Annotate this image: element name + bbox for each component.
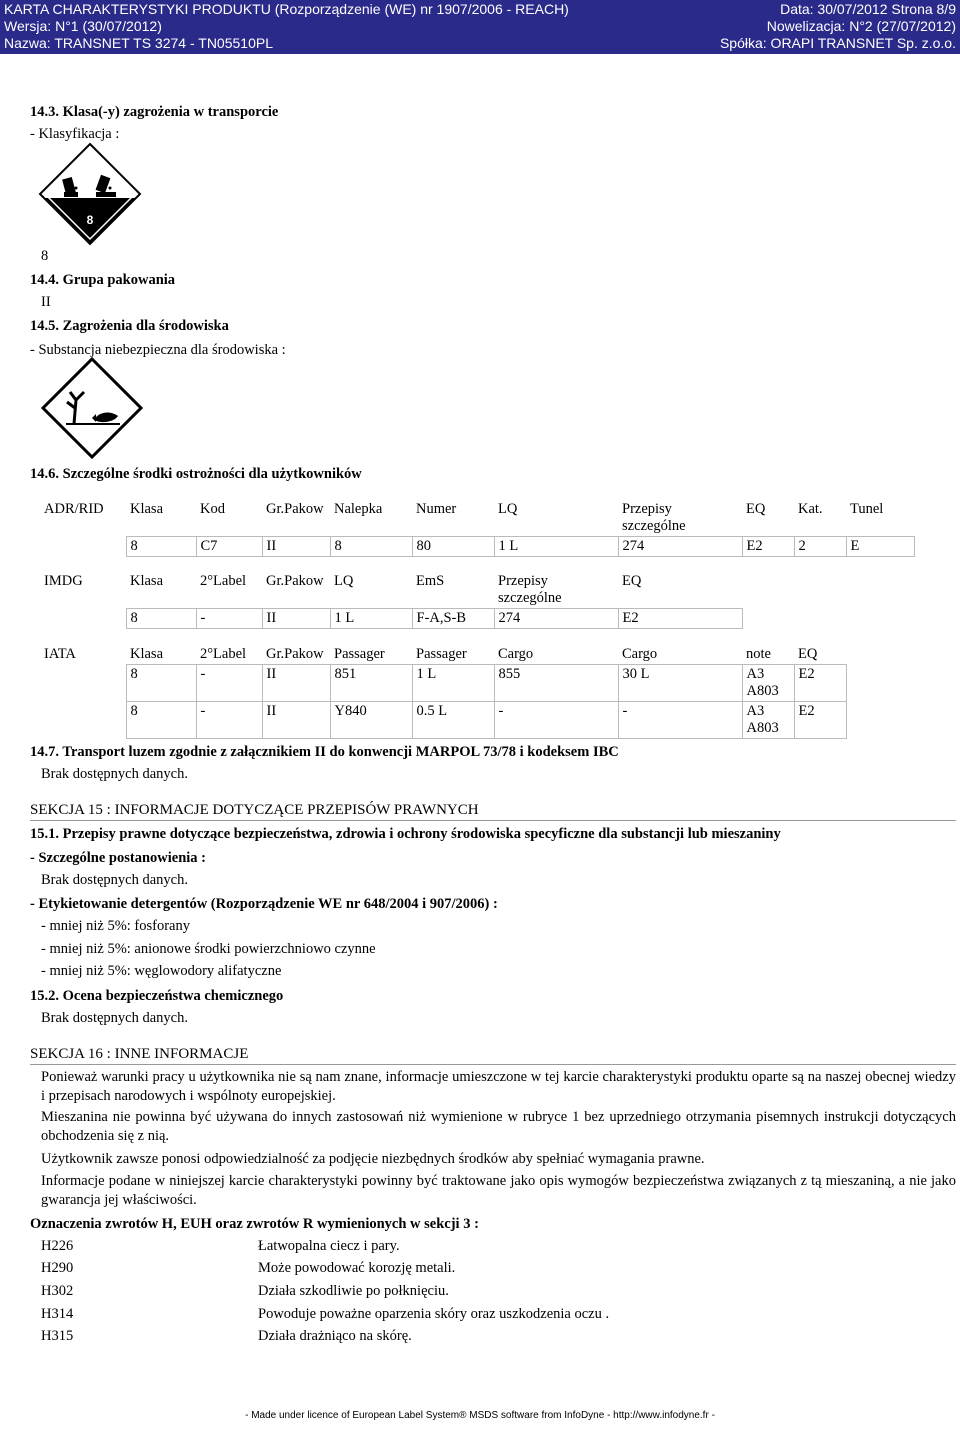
iata-data-row [40, 665, 846, 702]
adr-col-tunnel: Tunel [850, 501, 884, 517]
special-provisions-title: - Szczególne postanowienia : [30, 850, 206, 866]
adr-col-lq: LQ [498, 501, 518, 517]
adr-col-eq: EQ [746, 501, 766, 517]
footer: - Made under licence of European Label System® MSDS software from InfoDyne - http://www.infodyne.fr - [245, 1410, 715, 1421]
adr-cell: 274 [618, 537, 742, 557]
section-15-title: SEKCJA 15 : INFORMACJE DOTYCZĄCE PRZEPISÓW PRAWNYCH [30, 802, 479, 818]
adr-cell: E2 [742, 537, 794, 557]
info-paragraph: Informacje podane w niniejszej karcie charakterystyki powinny być traktowane jako opis wymogów bezpieczeństwa związanych z tą mieszaniną, a nie jako gwarancja jej właściwości. [41, 1173, 956, 1208]
iata-col-label2: 2°Label [200, 646, 247, 662]
detergent-item: - mniej niż 5%: fosforany [41, 918, 190, 934]
iata-col-cargo: Cargo [498, 646, 534, 662]
environment-label: - Substancja niebezpieczna dla środowiska : [30, 342, 286, 358]
adr-cell: II [262, 537, 330, 557]
iata-col-eq: EQ [798, 646, 818, 662]
adr-header-row [40, 500, 914, 537]
adr-cell: 8 [126, 537, 196, 557]
adr-col-code: Kod [200, 501, 225, 517]
adr-col-class: Klasa [130, 501, 164, 517]
iata-cell: A3 A803 [742, 702, 794, 739]
iata-col-passenger: Passager [334, 646, 385, 662]
phrase-text: Powoduje poważne oparzenia skóry oraz uszkodzenia oczu . [258, 1306, 610, 1322]
imdg-col-eq: EQ [622, 573, 642, 589]
iata-cell: Y840 [330, 702, 412, 739]
iata-cell: 1 L [412, 665, 494, 702]
imdg-cell: 8 [126, 609, 196, 629]
imdg-col-special: Przepisy szczególne [498, 573, 562, 606]
phrases-title: Oznaczenia zwrotów H, EUH oraz zwrotów R wymienionych w sekcji 3 : [30, 1216, 479, 1232]
iata-col-note: note [746, 646, 771, 662]
iata-data-row [40, 702, 846, 739]
adr-col-special: Przepisy szczególne [622, 501, 686, 534]
section-14-4-title: 14.4. Grupa pakowania [30, 272, 176, 288]
adr-col-mode: ADR/RID [44, 501, 104, 517]
info-paragraph: Użytkownik zawsze ponosi odpowiedzialność za podjęcie niezbędnych środków aby spełniać wymagania prawne. [41, 1151, 705, 1167]
iata-col-cargo-2: Cargo [622, 646, 658, 662]
section-14-7-text: Brak dostępnych danych. [41, 766, 188, 782]
imdg-cell: E2 [618, 609, 742, 629]
section-15-1-title: 15.1. Przepisy prawne dotyczące bezpieczeństwa, zdrowia i ochrony środowiska specyficzne dla substancji lub mieszaniny [30, 826, 781, 842]
phrase-code: H315 [41, 1328, 74, 1344]
info-paragraph: Ponieważ warunki pracy u użytkownika nie są nam znane, informacje umieszczone w tej karcie charakterystyki produktu oparte są na naszej obecnej wiedzy i przepisach narodowych i wspólnoty europejskiej. [41, 1069, 956, 1104]
iata-col-packing: Gr.Pakow [266, 646, 324, 662]
phrase-code: H302 [41, 1283, 74, 1299]
phrase-text: Działa drażniąco na skórę. [258, 1328, 412, 1344]
imdg-cell: 1 L [330, 609, 412, 629]
adr-table [40, 500, 915, 557]
adr-cell: 1 L [494, 537, 618, 557]
imdg-col-class: Klasa [130, 573, 164, 589]
adr-cell: C7 [196, 537, 262, 557]
adr-cell: E [846, 537, 914, 557]
special-provisions-text: Brak dostępnych danych. [41, 872, 188, 888]
iata-cell: II [262, 665, 330, 702]
corrosive-pictogram-icon [38, 142, 142, 246]
section-15-2-title: 15.2. Ocena bezpieczeństwa chemicznego [30, 988, 284, 1004]
section-14-6-title: 14.6. Szczególne środki ostrożności dla użytkowników [30, 466, 362, 482]
imdg-cell: - [196, 609, 262, 629]
iata-cell: - [196, 665, 262, 702]
imdg-col-mode: IMDG [44, 573, 83, 589]
iata-cell: 851 [330, 665, 412, 702]
header-line-3 [0, 34, 960, 54]
iata-cell: - [494, 702, 618, 739]
packing-group-value: II [41, 294, 51, 310]
date-page: Data: 30/07/2012 Strona 8/9 [780, 1, 956, 17]
iata-cell: - [196, 702, 262, 739]
iata-cell: 30 L [618, 665, 742, 702]
iata-cell: A3 A803 [742, 665, 794, 702]
imdg-cell: 274 [494, 609, 618, 629]
adr-col-packing: Gr.Pakow [266, 501, 324, 517]
iata-cell: 8 [126, 665, 196, 702]
adr-col-cat: Kat. [798, 501, 823, 517]
phrase-text: Łatwopalna ciecz i pary. [258, 1238, 400, 1254]
environment-hazard-pictogram-icon [40, 356, 144, 460]
revision: Nowelizacja: N°2 (27/07/2012) [766, 18, 956, 34]
iata-cell: E2 [794, 665, 846, 702]
company: Spółka: ORAPI TRANSNET Sp. z.o.o. [719, 35, 956, 51]
iata-cell: 8 [126, 702, 196, 739]
phrase-code: H314 [41, 1306, 74, 1322]
pictogram-class-number: 8 [86, 213, 94, 227]
iata-header-row [40, 645, 846, 665]
classification-label: - Klasyfikacja : [30, 126, 120, 142]
section-15-2-text: Brak dostępnych danych. [41, 1010, 188, 1026]
adr-cell: 8 [330, 537, 412, 557]
imdg-header-row [40, 572, 742, 609]
section-14-3-title: 14.3. Klasa(-y) zagrożenia w transporcie [30, 104, 279, 120]
version: Wersja: N°1 (30/07/2012) [4, 18, 162, 34]
detergent-item: - mniej niż 5%: anionowe środki powierzchniowo czynne [41, 941, 376, 957]
imdg-cell: II [262, 609, 330, 629]
iata-cell: 855 [494, 665, 618, 702]
adr-cell: 2 [794, 537, 846, 557]
section-16-divider [30, 1064, 956, 1065]
iata-cell: 0.5 L [412, 702, 494, 739]
hazard-class-value: 8 [41, 248, 49, 264]
iata-cell: - [618, 702, 742, 739]
imdg-col-lq: LQ [334, 573, 354, 589]
iata-cell: II [262, 702, 330, 739]
adr-col-label: Nalepka [334, 501, 383, 517]
product-name: Nazwa: TRANSNET TS 3274 - TN05510PL [4, 35, 273, 51]
iata-col-mode: IATA [44, 646, 76, 662]
section-14-7-title: 14.7. Transport luzem zgodnie z załącznikiem II do konwencji MARPOL 73/78 i kodeksem IBC [30, 744, 619, 760]
document-title: KARTA CHARAKTERYSTYKI PRODUKTU (Rozporządzenie (WE) nr 1907/2006 - REACH) [4, 1, 569, 17]
section-14-5-title: 14.5. Zagrożenia dla środowiska [30, 318, 229, 334]
detergent-labelling-title: - Etykietowanie detergentów (Rozporządzenie WE nr 648/2004 i 907/2006) : [30, 896, 498, 912]
info-paragraph: Mieszanina nie powinna być używana do innych zastosowań niż wymienione w rubryce 1 bez uprzedniego otrzymania pisemnych instrukcji dotyczących obchodzenia się z nią. [41, 1109, 956, 1144]
iata-table [40, 645, 847, 739]
iata-col-passenger-2: Passager [416, 646, 467, 662]
imdg-col-label2: 2°Label [200, 573, 247, 589]
iata-col-class: Klasa [130, 646, 164, 662]
imdg-col-ems: EmS [416, 573, 445, 589]
phrase-code: H290 [41, 1260, 74, 1276]
phrase-code: H226 [41, 1238, 74, 1254]
section-15-divider [30, 820, 956, 821]
adr-cell: 80 [412, 537, 494, 557]
phrase-text: Może powodować korozję metali. [258, 1260, 456, 1276]
iata-cell: E2 [794, 702, 846, 739]
imdg-table [40, 572, 743, 629]
phrase-text: Działa szkodliwie po połknięciu. [258, 1283, 449, 1299]
imdg-cell: F-A,S-B [412, 609, 494, 629]
imdg-col-packing: Gr.Pakow [266, 573, 324, 589]
detergent-item: - mniej niż 5%: węglowodory alifatyczne [41, 963, 282, 979]
adr-col-number: Numer [416, 501, 457, 517]
section-16-title: SEKCJA 16 : INNE INFORMACJE [30, 1046, 249, 1062]
adr-data-row [40, 537, 914, 557]
imdg-data-row [40, 609, 742, 629]
